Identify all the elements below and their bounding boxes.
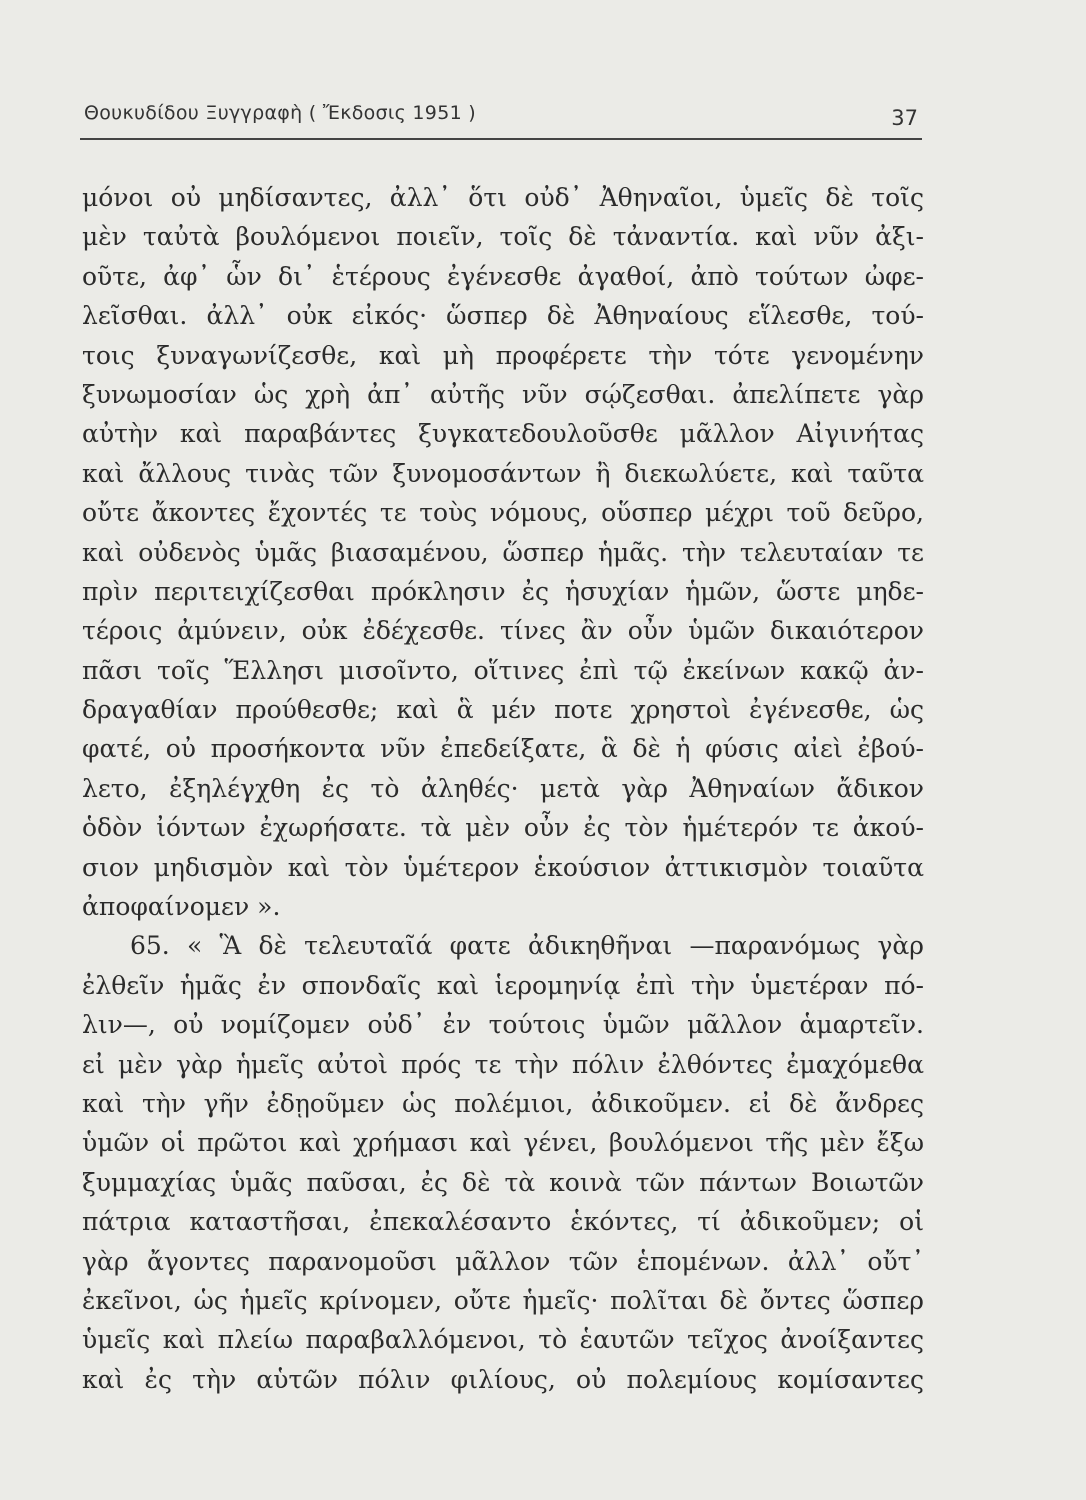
text-line: πάτρια καταστῆσαι, ἐπεκαλέσαντο ἑκόντες, τί ἀδικοῦμεν; οἱ xyxy=(82,1207,924,1237)
text-line: πρὶν περιτειχίζεσθαι πρόκλησιν ἐς ἡσυχίαν ἡμῶν, ὥστε μηδε- xyxy=(82,576,924,606)
text-line: καὶ ἄλλους τινὰς τῶν ξυνομοσάντων ἢ διεκωλύετε, καὶ ταῦτα xyxy=(82,458,924,488)
text-line: καὶ ἐς τὴν αὑτῶν πόλιν φιλίους, οὐ πολεμίους κομίσαντες xyxy=(82,1364,924,1394)
header-rule xyxy=(80,138,922,140)
text-line: ὁδὸν ἰόντων ἐχωρήσατε. τὰ μὲν οὖν ἐς τὸν ἡμέτερόν τε ἀκού- xyxy=(82,813,924,843)
running-head-title: Θουκυδίδου Ξυγγραφὴ ( Ἔκδοσις 1951 ) xyxy=(84,102,477,124)
text-line: ξυνωμοσίαν ὡς χρὴ ἀπ᾽ αὐτῆς νῦν σῴζεσθαι. ἀπελίπετε γὰρ xyxy=(82,379,924,409)
text-line: λεῖσθαι. ἀλλ᾽ οὐκ εἰκός· ὥσπερ δὲ Ἀθηναίους εἵλεσθε, τού- xyxy=(82,301,924,331)
text-line: ἐκεῖνοι, ὡς ἡμεῖς κρίνομεν, οὔτε ἡμεῖς· πολῖται δὲ ὄντες ὥσπερ xyxy=(82,1285,924,1315)
text-line: αὐτὴν καὶ παραβάντες ξυγκατεδουλοῦσθε μᾶλλον Αἰγινήτας xyxy=(82,419,924,449)
text-line: εἰ μὲν γὰρ ἡμεῖς αὐτοὶ πρός τε τὴν πόλιν ἐλθόντες ἐμαχόμεθα xyxy=(82,1049,924,1079)
text-line: λετο, ἐξηλέγχθη ἐς τὸ ἀληθές· μετὰ γὰρ Ἀθηναίων ἄδικον xyxy=(82,773,924,803)
text-line: τοις ξυναγωνίζεσθε, καὶ μὴ προφέρετε τὴν τότε γενομένην xyxy=(82,340,924,370)
text-line: ὑμῶν οἱ πρῶτοι καὶ χρήμασι καὶ γένει, βουλόμενοι τῆς μὲν ἔξω xyxy=(82,1128,924,1158)
text-line: γὰρ ἄγοντες παρανομοῦσι μᾶλλον τῶν ἑπομένων. ἀλλ᾽ οὔτ᾽ xyxy=(82,1246,924,1276)
text-line: ὑμεῖς καὶ πλείω παραβαλλόμενοι, τὸ ἑαυτῶν τεῖχος ἀνοίξαντες xyxy=(82,1325,924,1355)
text-line: δραγαθίαν προύθεσθε; καὶ ἃ μέν ποτε χρηστοὶ ἐγένεσθε, ὡς xyxy=(82,695,924,725)
text-line: τέροις ἀμύνειν, οὐκ ἐδέχεσθε. τίνες ἂν οὖν ὑμῶν δικαιότερον xyxy=(82,616,924,646)
text-line: σιον μηδισμὸν καὶ τὸν ὑμέτερον ἑκούσιον ἀττικισμὸν τοιαῦτα xyxy=(82,852,924,882)
text-line: ἐλθεῖν ἡμᾶς ἐν σπονδαῖς καὶ ἱερομηνίᾳ ἐπὶ τὴν ὑμετέραν πό- xyxy=(82,970,924,1000)
text-line: ξυμμαχίας ὑμᾶς παῦσαι, ἐς δὲ τὰ κοινὰ τῶν πάντων Βοιωτῶν xyxy=(82,1167,924,1197)
text-line: μὲν ταὐτὰ βουλόμενοι ποιεῖν, τοῖς δὲ τἀναντία. καὶ νῦν ἀξι- xyxy=(82,222,924,252)
body-text xyxy=(82,178,924,1399)
text-line: οῦτε, ἀφ᾽ ὧν δι᾽ ἑτέρους ἐγένεσθε ἀγαθοί, ἀπὸ τούτων ὠφε- xyxy=(82,261,924,291)
page-number: 37 xyxy=(891,106,918,130)
text-line: λιν—, οὐ νομίζομεν οὐδ᾽ ἐν τούτοις ὑμῶν μᾶλλον ἁμαρτεῖν. xyxy=(82,1010,924,1040)
text-line: πᾶσι τοῖς Ἕλλησι μισοῖντο, οἵτινες ἐπὶ τῷ ἐκείνων κακῷ ἀν- xyxy=(82,655,924,685)
text-line: φατέ, οὐ προσήκοντα νῦν ἐπεδείξατε, ἃ δὲ ἡ φύσις αἰεὶ ἐβού- xyxy=(82,734,924,764)
running-head xyxy=(84,96,922,132)
section-65-first-line: 65. « Ἃ δὲ τελευταῖά φατε ἀδικηθῆναι —παρανόμως γὰρ xyxy=(130,931,924,961)
text-line: οὔτε ἄκοντες ἔχοντές τε τοὺς νόμους, οὕσπερ μέχρι τοῦ δεῦρο, xyxy=(82,498,924,528)
text-line: καὶ οὐδενὸς ὑμᾶς βιασαμένου, ὥσπερ ἡμᾶς. τὴν τελευταίαν τε xyxy=(82,537,924,567)
text-line: μόνοι οὐ μηδίσαντες, ἀλλ᾽ ὅτι οὐδ᾽ Ἀθηναῖοι, ὑμεῖς δὲ τοῖς xyxy=(82,183,924,212)
text-line: ἀποφαίνομεν ». xyxy=(82,892,281,922)
text-line: καὶ τὴν γῆν ἐδῃοῦμεν ὡς πολέμιοι, ἀδικοῦμεν. εἰ δὲ ἄνδρες xyxy=(82,1088,924,1118)
